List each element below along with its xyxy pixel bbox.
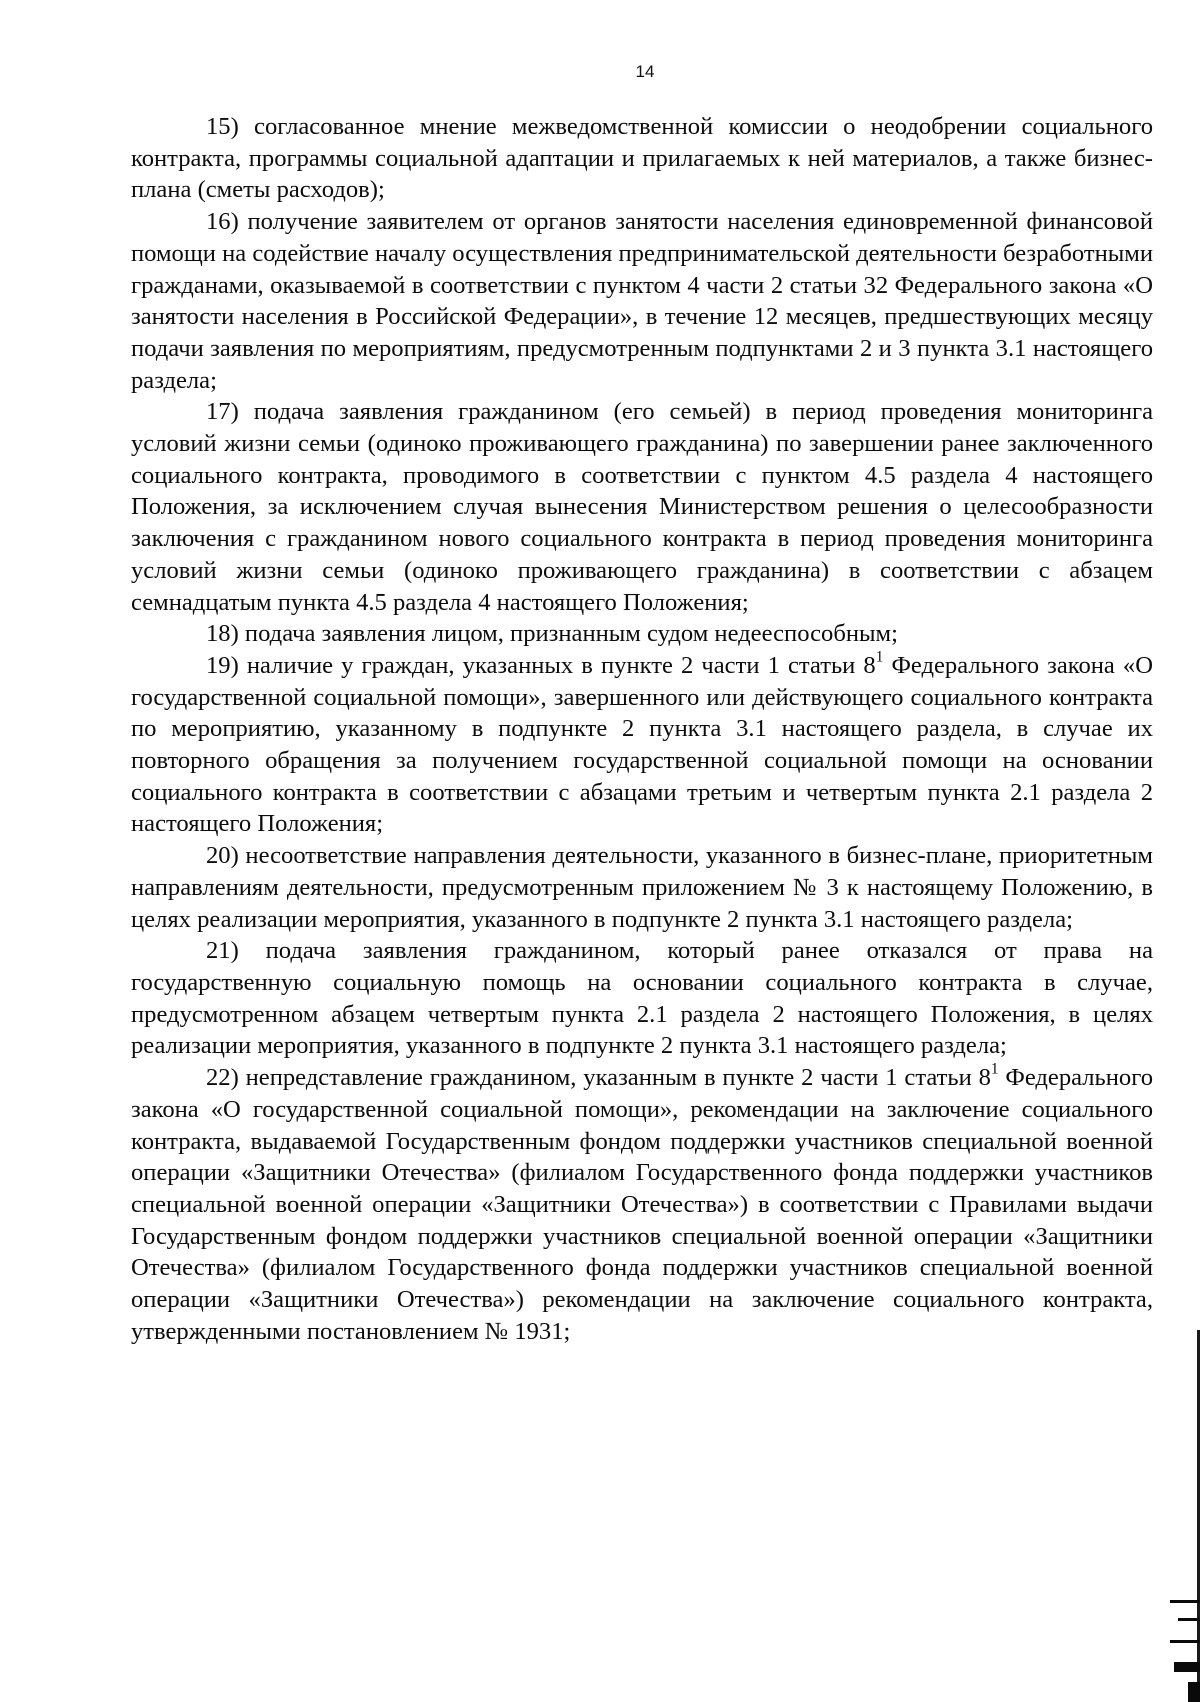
item-22-text-end: Федерального закона «О государственной социальной помощи», рекомендации на заключение социального контракта, выдаваемой Государственным фондом поддержки участников специальной военной операции «Защитники Отечества» (филиалом Государственного фонда поддержки участников специальной военной операции «Защитники Отечества») в соответствии с Правилами выдачи Государственным фондом поддержки участников специальной военной операции «Защитники Отечества» (филиалом Государственного фонда поддержки участников специальной военной операции «Защитники Отечества») рекомендации на заключение социального контракта, утвержденными постановлением № 1931; bbox=[131, 1064, 1153, 1345]
scan-edge-mark bbox=[1170, 1640, 1200, 1643]
item-18-paragraph: 18) подача заявления лицом, признанным судом недееспособным; bbox=[206, 620, 898, 648]
item-21-paragraph: 21) подача заявления гражданином, который ранее отказался от права на государственную социальную помощь на основании социального контракта в случае, предусмотренном абзацем четвертым пункта 2.1 раздела 2 настоящего Положения, в целях реализации мероприятия, указанного в подпункте 2 пункта 3.1 настоящего раздела; bbox=[131, 937, 1153, 1060]
item-19-article-superscript: 1 bbox=[875, 648, 884, 666]
item-20-paragraph: 20) несоответствие направления деятельности, указанного в бизнес-плане, приоритетным направлениям деятельности, предусмотренным приложением № 3 к настоящему Положению, в целях реализации мероприятия, указанного в подпункте 2 пункта 3.1 настоящего раздела; bbox=[131, 842, 1153, 933]
item-17-paragraph: 17) подача заявления гражданином (его семьей) в период проведения мониторинга условий жизни семьи (одиноко проживающего гражданина) по завершении ранее заключенного социального контракта, проводимого в соответствии с пунктом 4.5 раздела 4 настоящего Положения, за исключением случая вынесения Министерством решения о целесообразности заключения с гражданином нового социального контракта в период проведения мониторинга условий жизни семьи (одиноко проживающего гражданина) в соответствии с абзацем семнадцатым пункта 4.5 раздела 4 настоящего Положения; bbox=[131, 398, 1153, 616]
item-19-text-end: Федерального закона «О государственной социальной помощи», завершенного или действующего социального контракта по мероприятию, указанному в подпункте 2 пункта 3.1 настоящего раздела, в случае их повторного обращения за получением государственной социальной помощи на основании социального контракта в соответствии с абзацами третьим и четвертым пункта 2.1 раздела 2 настоящего Положения; bbox=[131, 651, 1153, 838]
scan-edge-mark bbox=[1178, 1618, 1200, 1621]
scan-edge-mark bbox=[1174, 1662, 1200, 1672]
item-16-paragraph: 16) получение заявителем от органов занятости населения единовременной финансовой помощи на содействие началу осуществления предпринимательской деятельности безработными гражданами, оказываемой в соответствии с пунктом 4 части 2 статьи 32 Федерального закона «О занятости населения в Российской Федерации», в течение 12 месяцев, предшествующих месяцу подачи заявления по мероприятиям, предусмотренным подпунктами 2 и 3 пункта 3.1 настоящего раздела; bbox=[131, 208, 1153, 394]
page-number: 14 bbox=[635, 62, 655, 81]
scan-edge-mark bbox=[1170, 1600, 1200, 1603]
document-body bbox=[131, 111, 1153, 1347]
item-22-paragraph bbox=[131, 1062, 1153, 1347]
item-22-text-start: 22) непредставление гражданином, указанным в пункте 2 части 1 статьи 8 bbox=[206, 1064, 991, 1092]
item-22-article-superscript: 1 bbox=[990, 1060, 999, 1078]
item-19-text-start: 19) наличие у граждан, указанных в пункте 2 части 1 статьи 8 bbox=[206, 651, 876, 679]
item-15-paragraph: 15) согласованное мнение межведомственной комиссии о неодобрении социального контракта, программы социальной адаптации и прилагаемых к ней материалов, а также бизнес-плана (сметы расходов); bbox=[131, 113, 1153, 204]
item-19-paragraph bbox=[131, 650, 1153, 840]
scan-edge-mark bbox=[1188, 1682, 1200, 1702]
